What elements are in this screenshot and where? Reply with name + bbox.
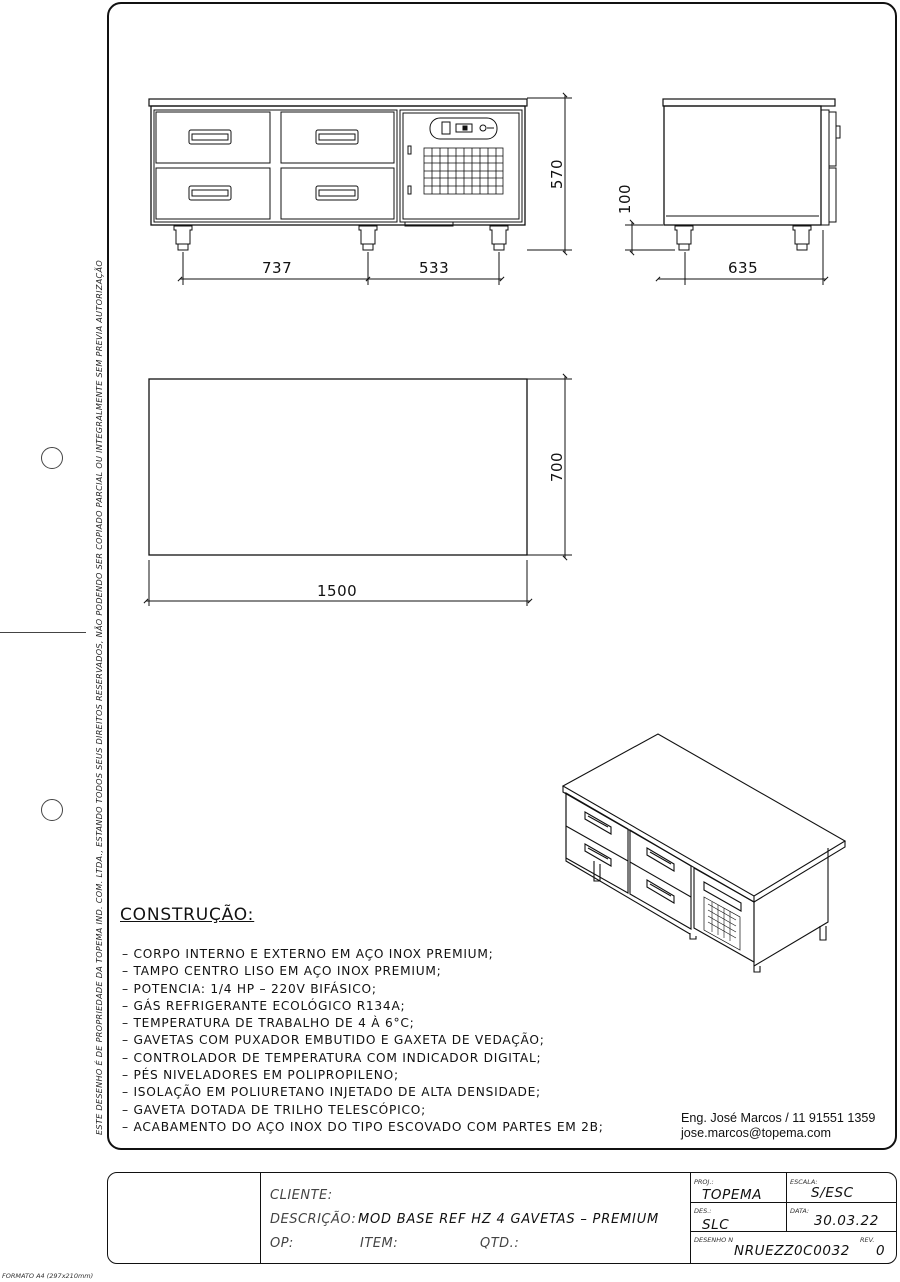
front-view [149, 95, 572, 285]
copyright-note: ESTE DESENHO É DE PROPRIEDADE DA TOPEMA IND. COM. LTDA., ESTANDO TODOS SEUS DIREITOS RESERVADOS, NÃO PODENDO SER COPIADO PARCIAL OU INTEGRALMENTE SEM PREVIA AUTORIZAÇÃO [94, 259, 104, 1135]
desenho-label: DESENHO N [694, 1236, 734, 1244]
dim-737: 737 [262, 259, 293, 277]
op-label: OP: [270, 1236, 294, 1251]
drawer-top-right [281, 112, 394, 163]
format-note: FORMATO A4 (297x210mm) [2, 1272, 94, 1280]
desenho-value: NRUEZZ0C0032 [734, 1243, 850, 1259]
data-value: 30.03.22 [814, 1213, 879, 1229]
dim-635: 635 [728, 259, 759, 277]
des-value: SLC [702, 1217, 730, 1233]
rev-value: 0 [876, 1243, 886, 1259]
spec-item: – PÉS NIVELADORES EM POLIPROPILENO; [122, 1068, 399, 1083]
contact-block [681, 1111, 875, 1141]
front-legs [174, 226, 508, 250]
dim-570: 570 [548, 158, 567, 190]
spec-item: – GAVETAS COM PUXADOR EMBUTIDO E GAXETA DE VEDAÇÃO; [122, 1033, 545, 1048]
drawer-bottom-right [281, 168, 394, 219]
proj-value: TOPEMA [702, 1187, 763, 1203]
side-view [625, 99, 840, 285]
spec-item: – ACABAMENTO DO AÇO INOX DO TIPO ESCOVADO COM PARTES EM 2B; [122, 1119, 604, 1134]
spec-item: – ISOLAÇÃO EM POLIURETANO INJETADO DE ALTA DENSIDADE; [122, 1085, 541, 1100]
drawer-top-left [156, 112, 270, 163]
des-label: DES.: [694, 1207, 712, 1215]
item-label: ITEM: [360, 1236, 399, 1251]
contact-name-phone: Eng. José Marcos / 11 91551 1359 [681, 1111, 876, 1125]
title-block [107, 1172, 897, 1264]
construction-list [122, 946, 604, 1136]
dim-533: 533 [419, 259, 450, 277]
dim-100: 100 [616, 183, 635, 215]
ventilation-grille [424, 148, 503, 194]
tb-divider [690, 1173, 691, 1263]
rev-label: REV. [860, 1236, 875, 1244]
spec-item: – GÁS REFRIGERANTE ECOLÓGICO R134A; [122, 998, 406, 1013]
cliente-label: CLIENTE: [270, 1188, 333, 1203]
isometric-view [563, 734, 845, 972]
top-view [146, 376, 572, 606]
spec-item: – TEMPERATURA DE TRABALHO DE 4 À 6°C; [122, 1016, 415, 1031]
spec-item: – TAMPO CENTRO LISO EM AÇO INOX PREMIUM; [122, 964, 442, 979]
dim-1500: 1500 [317, 582, 358, 600]
descricao-value: MOD BASE REF HZ 4 GAVETAS – PREMIUM [358, 1212, 660, 1227]
dim-700: 700 [548, 451, 567, 483]
compressor-panel [400, 110, 522, 222]
spec-item: – GAVETA DOTADA DE TRILHO TELESCÓPICO; [122, 1102, 426, 1117]
spec-item: – CORPO INTERNO E EXTERNO EM AÇO INOX PREMIUM; [122, 947, 494, 961]
drawer-bottom-left [156, 168, 270, 219]
tb-divider [260, 1173, 261, 1263]
contact-email[interactable]: jose.marcos@topema.com [681, 1126, 831, 1140]
construction-title: CONSTRUÇÃO: [120, 905, 255, 925]
data-label: DATA: [790, 1207, 810, 1215]
escala-value: S/ESC [811, 1185, 854, 1201]
proj-label: PROJ.: [694, 1178, 714, 1186]
escala-label: ESCALA: [790, 1178, 818, 1186]
descricao-label: DESCRIÇÃO: [270, 1212, 357, 1227]
spec-item: – POTENCIA: 1/4 HP – 220V BIFÁSICO; [122, 981, 377, 996]
spec-item: – CONTROLADOR DE TEMPERATURA COM INDICADOR DIGITAL; [122, 1050, 542, 1065]
qtd-label: QTD.: [480, 1236, 520, 1251]
